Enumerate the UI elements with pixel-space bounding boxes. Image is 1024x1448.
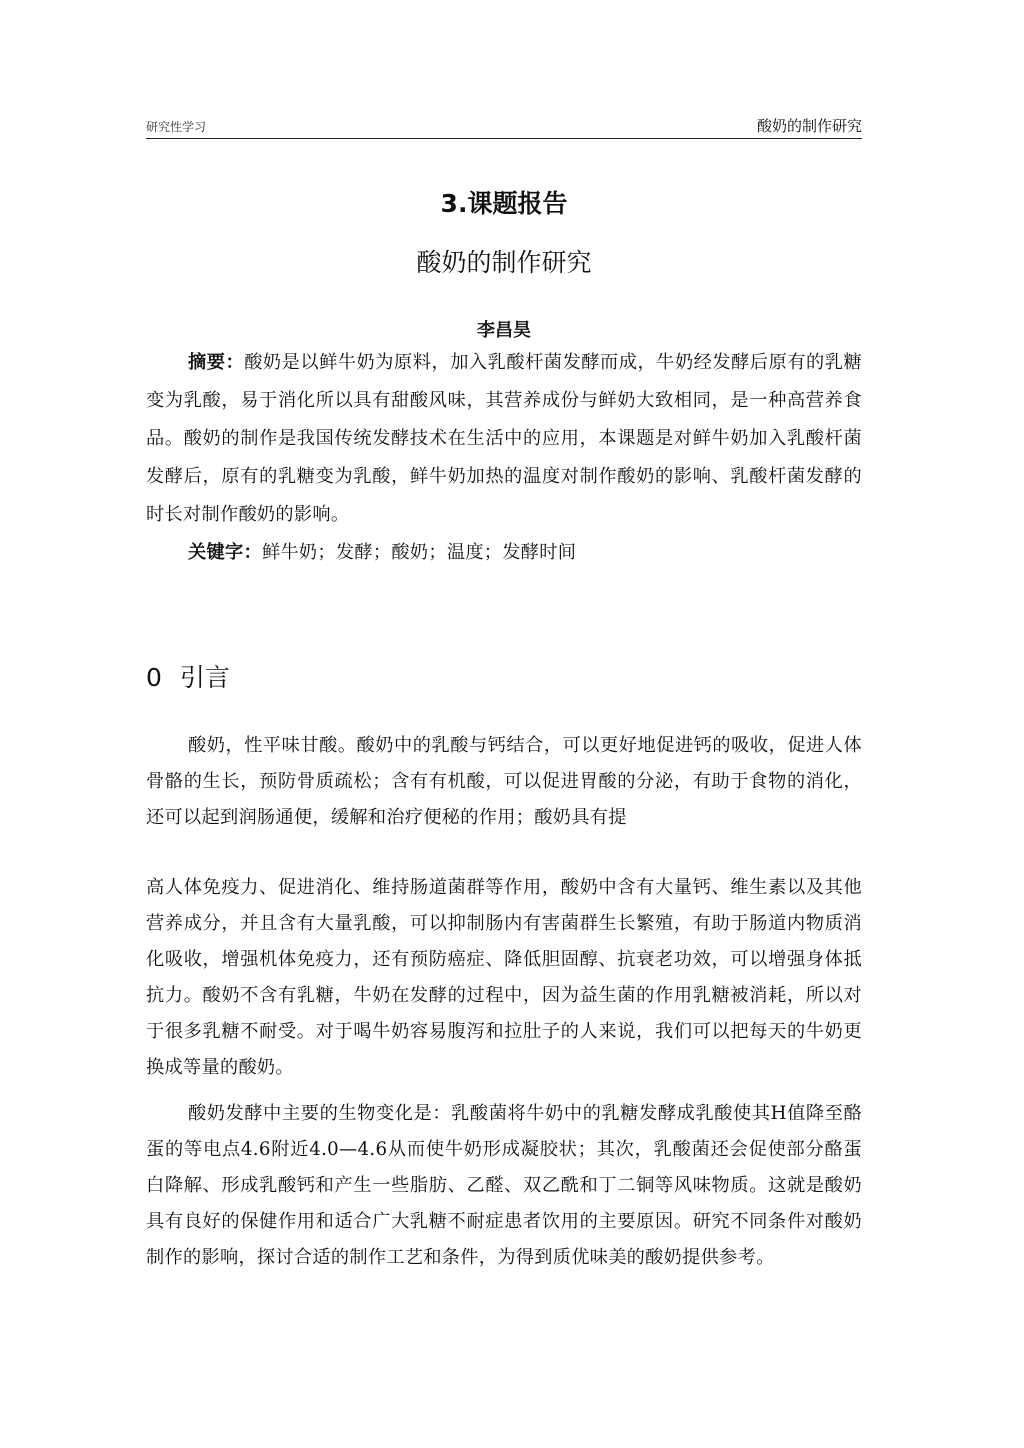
keywords-text: 鲜牛奶；发酵；酸奶；温度；发酵时间 [261,542,577,563]
section-heading [146,658,230,694]
body-paragraph-2 [146,1096,862,1276]
body-paragraph-1-part-1 [146,728,862,836]
section-title: 引言 [179,663,230,692]
header-right-text: 酸奶的制作研究 [756,117,862,135]
abstract-paragraph [146,344,862,534]
paragraph-text: 高人体免疫力、促进消化、维持肠道菌群等作用，酸奶中含有大量钙、维生素以及其他营养成分，并且含有大量乳酸，可以抑制肠内有害菌群生长繁殖，有助于肠道内物质消化吸收，增强机体免疫力，还有预防癌症、降低胆固醇、抗衰老功效，可以增强身体抵抗力。酸奶不含有乳糖，牛奶在发酵的过程中，因为益生菌的作用乳糖被消耗，所以对于很多乳糖不耐受。对于喝牛奶容易腹泻和拉肚子的人来说，我们可以把每天的牛奶更换成等量的酸奶。 [146,877,862,1078]
report-label: 3.课题报告 [440,189,568,218]
body-paragraph-1-part-2 [146,870,862,1086]
header-left-text: 研究性学习 [146,120,207,134]
paragraph-text: 酸奶，性平味甘酸。酸奶中的乳酸与钙结合，可以更好地促进钙的吸收，促进人体骨骼的生长，预防骨质疏松；含有有机酸，可以促进胃酸的分泌，有助于食物的消化，还可以起到润肠通便，缓解和治疗便秘的作用；酸奶具有提 [146,735,862,828]
abstract-label: 摘要： [188,352,245,373]
abstract-block [146,344,862,572]
keywords-paragraph [146,534,862,572]
author-name: 李昌昊 [477,320,531,341]
keywords-label: 关键字： [188,542,262,563]
running-header [146,118,862,139]
paragraph-text: 酸奶发酵中主要的生物变化是：乳酸菌将牛奶中的乳糖发酵成乳酸使其H值降至酪蛋的等电点4.6附近4.0—4.6从而使牛奶形成凝胶状；其次，乳酸菌还会促使部分酪蛋白降解、形成乳酸钙和产生一些脂肪、乙醛、双乙酰和丁二铜等风味物质。这就是酸奶具有良好的保健作用和适合广大乳糖不耐症患者饮用的主要原因。研究不同条件对酸奶制作的影响，探讨合适的制作工艺和条件，为得到质优味美的酸奶提供参考。 [146,1103,862,1268]
paper-title: 酸奶的制作研究 [416,248,592,277]
section-number: 0 [146,663,162,692]
abstract-text: 酸奶是以鲜牛奶为原料，加入乳酸杆菌发酵而成，牛奶经发酵后原有的乳糖变为乳酸，易于消化所以具有甜酸风味，其营养成份与鲜奶大致相同，是一种高营养食品。酸奶的制作是我国传统发酵技术在生活中的应用，本课题是对鲜牛奶加入乳酸杆菌发酵后，原有的乳糖变为乳酸，鲜牛奶加热的温度对制作酸奶的影响、乳酸杆菌发酵的时长对制作酸奶的影响。 [146,352,862,525]
